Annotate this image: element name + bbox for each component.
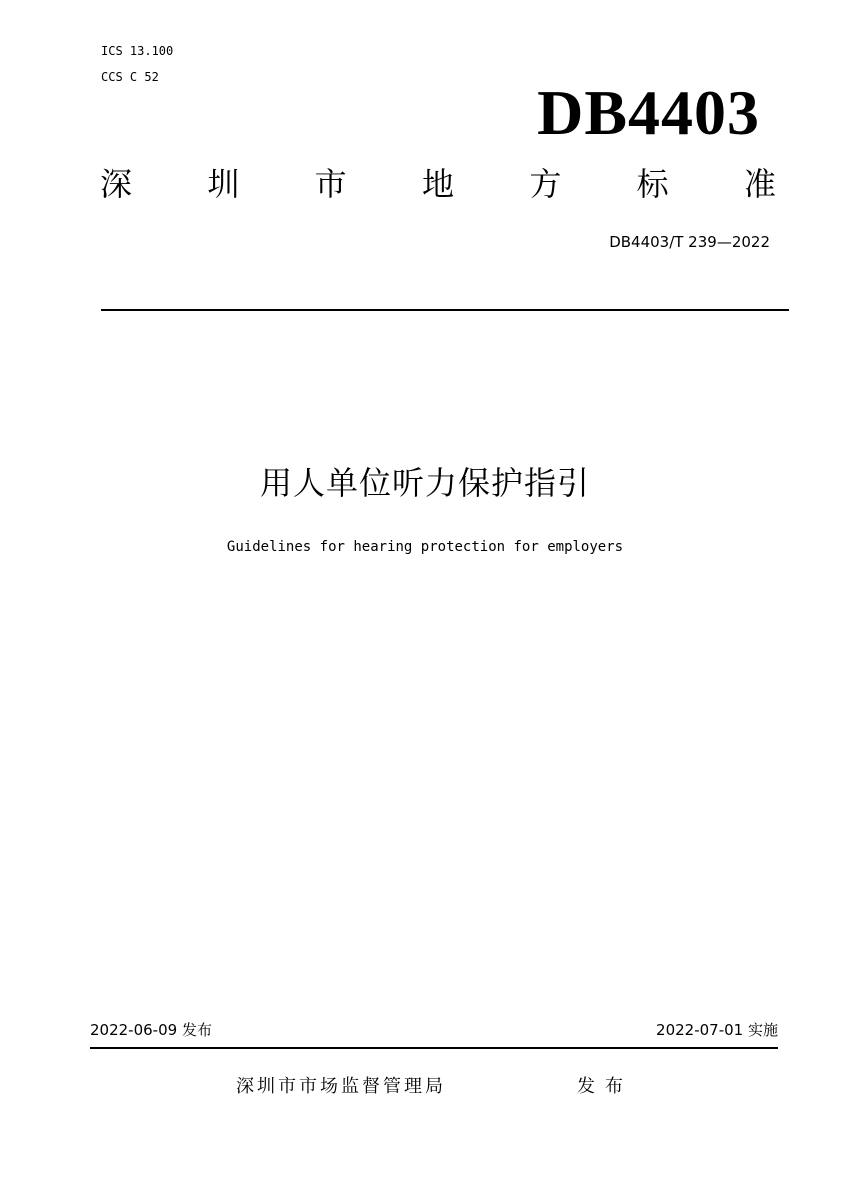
standard-code-logo: DB4403 — [537, 77, 760, 148]
standard-type-char: 标 — [636, 165, 669, 203]
top-divider — [101, 309, 789, 311]
standard-type-heading — [100, 162, 776, 206]
standard-type-char: 方 — [529, 165, 562, 203]
standard-type-char: 圳 — [207, 165, 240, 203]
document-title-english: Guidelines for hearing protection for employers — [226, 539, 624, 555]
standard-type-char: 地 — [421, 165, 454, 203]
document-title-chinese: 用人单位听力保护指引 — [259, 464, 590, 502]
implementation-date: 2022-07-01 实施 — [656, 1021, 778, 1039]
publish-label: 发布 — [577, 1076, 633, 1097]
standard-number: DB4403/T 239—2022 — [609, 233, 770, 251]
standard-type-char: 市 — [314, 165, 347, 203]
bottom-divider — [90, 1047, 778, 1049]
standard-type-char: 深 — [100, 165, 133, 203]
standard-type-char: 准 — [743, 165, 776, 203]
ics-code: ICS 13.100 — [101, 44, 174, 58]
issue-date: 2022-06-09 发布 — [90, 1021, 212, 1039]
ccs-code: CCS C 52 — [101, 70, 159, 84]
issuing-authority: 深圳市市场监督管理局 — [236, 1076, 446, 1097]
